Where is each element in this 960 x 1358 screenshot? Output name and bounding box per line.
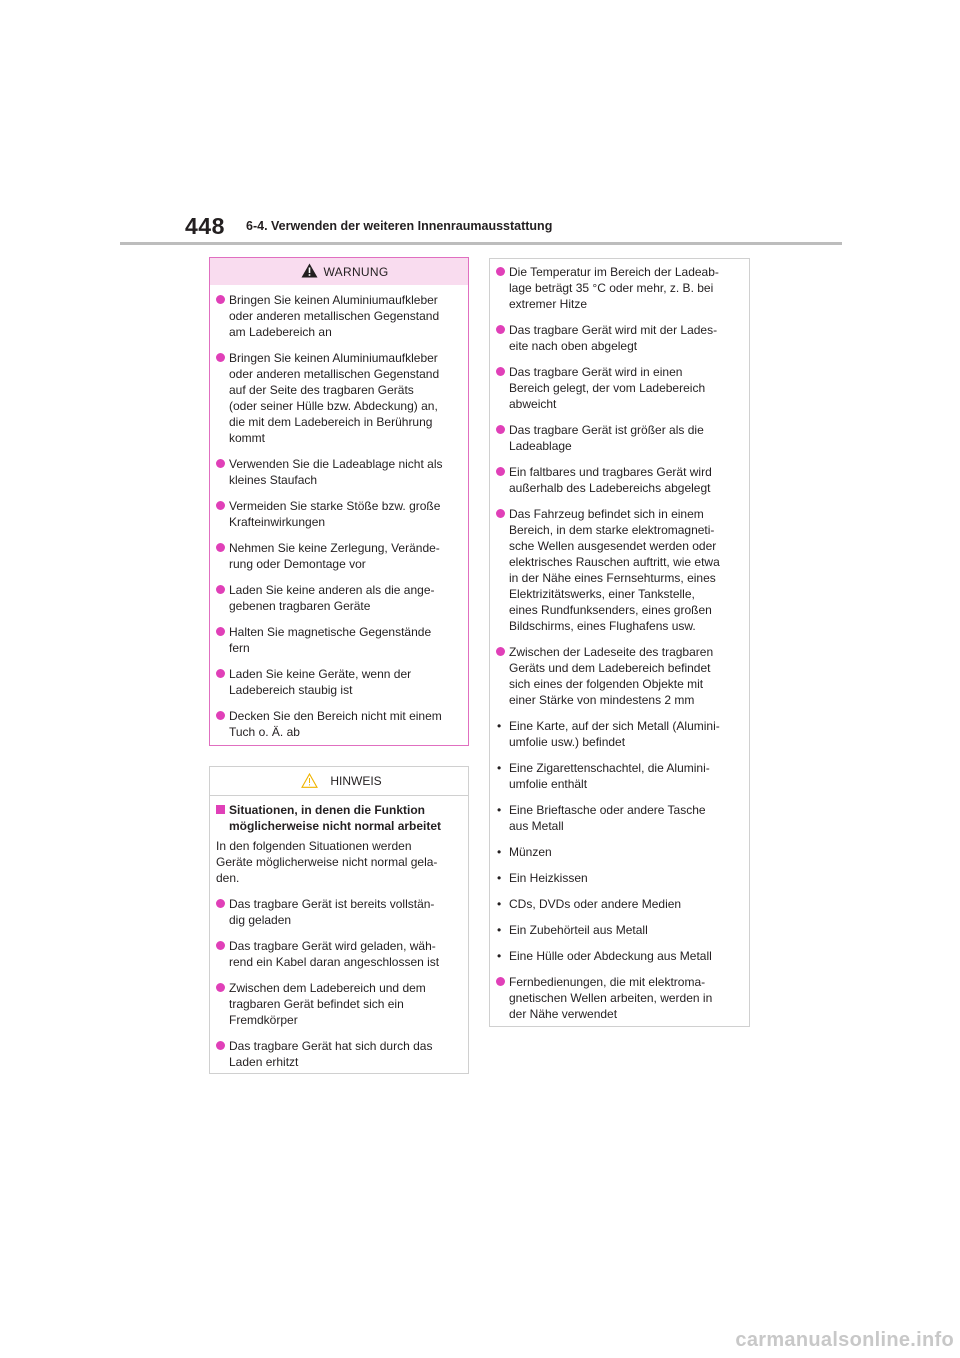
condition-item-text: Das tragbare Gerät wird in einen Bereich gelegt, der vom Ladebereich abweicht: [509, 365, 706, 411]
hint-item: [216, 1038, 460, 1070]
warning-item: [216, 350, 460, 446]
bullet-dot-icon: [216, 459, 225, 468]
warning-item-text: Laden Sie keine anderen als die ange- gebenen tragbaren Geräte: [229, 583, 435, 613]
hint-item-text: Das tragbare Gerät hat sich durch das Laden erhitzt: [229, 1039, 433, 1069]
bullet-dot-icon: [216, 669, 225, 678]
hint-title: HINWEIS: [330, 774, 382, 788]
hint-item: [216, 980, 460, 1028]
warning-item-text: Nehmen Sie keine Zerlegung, Verände- rung oder Demontage vor: [229, 541, 440, 571]
object-item-text: Ein Zubehörteil aus Metall: [509, 923, 648, 937]
condition-item-text: Das Fahrzeug befindet sich in einem Bereich, in dem starke elektromagneti- sche Wellen ausgesendet werden oder elektrisches Rauschen auftritt, wie etwa in der Nähe eines Fernsehturms, eines Elektrizitätswerks, einer Tankstelle, eines Rundfunksenders, eines großen Bildschirms, eines Flughafens usw.: [509, 507, 720, 633]
bullet-dot-icon: [216, 1041, 225, 1050]
caution-triangle-icon: [301, 773, 318, 788]
section-title: 6-4. Verwenden der weiteren Innenraumausstattung: [246, 219, 553, 233]
object-item-text: Eine Zigarettenschachtel, die Alumini- umfolie enthält: [509, 761, 710, 791]
condition-item: [496, 644, 741, 708]
warning-item-text: Verwenden Sie die Ladeablage nicht als kleines Staufach: [229, 457, 443, 487]
bullet-dot-icon: [216, 711, 225, 720]
bullet-dot-icon: [216, 941, 225, 950]
warning-item: [216, 708, 460, 740]
hint-heading-text: Situationen, in denen die Funktion möglicherweise nicht normal arbeitet: [229, 803, 442, 833]
hint-header: [210, 767, 468, 796]
warning-item: [216, 540, 460, 572]
object-item-text: Eine Karte, auf der sich Metall (Alumini- umfolie usw.) befindet: [509, 719, 720, 749]
hint-item-text: Das tragbare Gerät wird geladen, wäh- rend ein Kabel daran angeschlossen ist: [229, 939, 440, 969]
sub-bullet: •: [497, 949, 502, 963]
page-number: 448: [185, 213, 225, 239]
sub-bullet: •: [497, 897, 502, 911]
warning-item-text: Halten Sie magnetische Gegenstände fern: [229, 625, 432, 655]
header-rule: [120, 242, 842, 245]
condition-item-text: Ein faltbares und tragbares Gerät wird außerhalb des Ladebereichs abgelegt: [509, 465, 712, 495]
condition-item: [496, 264, 741, 312]
warning-item-text: Decken Sie den Bereich nicht mit einem Tuch o. Ä. ab: [229, 709, 442, 739]
warning-item: [216, 666, 460, 698]
object-item: [496, 844, 741, 860]
bullet-dot-icon: [216, 627, 225, 636]
warning-item: [216, 456, 460, 488]
hint-intro: In den folgenden Situationen werden Geräte möglicherweise nicht normal gela- den.: [216, 839, 438, 885]
condition-item: [496, 974, 741, 1022]
object-item-text: Münzen: [509, 845, 552, 859]
bullet-dot-icon: [496, 647, 505, 656]
sub-bullet: •: [497, 871, 502, 885]
object-item-text: CDs, DVDs oder andere Medien: [509, 897, 682, 911]
bullet-dot-icon: [216, 353, 225, 362]
object-item-text: Eine Hülle oder Abdeckung aus Metall: [509, 949, 712, 963]
hint-item-text: Zwischen dem Ladebereich und dem tragbaren Gerät befindet sich ein Fremdkörper: [229, 981, 426, 1027]
warning-title: WARNUNG: [323, 264, 389, 279]
object-item: [496, 718, 741, 750]
bullet-dot-icon: [216, 983, 225, 992]
hint-item: [216, 938, 460, 970]
bullet-dot-icon: [216, 543, 225, 552]
object-item: [496, 922, 741, 938]
warning-item-text: Laden Sie keine Geräte, wenn der Ladebereich staubig ist: [229, 667, 412, 697]
condition-item-text: Die Temperatur im Bereich der Ladeab- lage beträgt 35 °C oder mehr, z. B. bei extremer Hitze: [509, 265, 719, 311]
condition-item: [496, 364, 741, 412]
bullet-dot-icon: [216, 899, 225, 908]
bullet-dot-icon: [216, 295, 225, 304]
warning-box: [209, 257, 469, 746]
hint-item: [216, 896, 460, 928]
bullet-dot-icon: [496, 325, 505, 334]
sub-bullet: •: [497, 761, 502, 775]
object-item-text: Eine Brieftasche oder andere Tasche aus Metall: [509, 803, 706, 833]
condition-item: [496, 422, 741, 454]
warning-item-text: Bringen Sie keinen Aluminiumaufkleber oder anderen metallischen Gegenstand auf der Seite des tragbaren Geräts (oder seiner Hülle bzw. Abdeckung) an, die mit dem Ladebereich in Berührung kommt: [229, 351, 440, 445]
condition-item-text: Das tragbare Gerät wird mit der Lades- eite nach oben abgelegt: [509, 323, 718, 353]
warning-triangle-icon: [301, 263, 318, 278]
warning-header: [210, 258, 468, 285]
bullet-dot-icon: [496, 467, 505, 476]
warning-item: [216, 582, 460, 614]
bullet-dot-icon: [496, 977, 505, 986]
warning-item: [216, 624, 460, 656]
bullet-dot-icon: [496, 425, 505, 434]
sub-bullet: •: [497, 845, 502, 859]
bullet-dot-icon: [496, 267, 505, 276]
object-item-text: Ein Heizkissen: [509, 871, 588, 885]
object-item: [496, 870, 741, 886]
sub-bullet: •: [497, 923, 502, 937]
hint-box: [209, 766, 469, 1074]
watermark: carmanualsonline.info: [735, 1329, 954, 1351]
condition-item: [496, 506, 741, 634]
sub-bullet: •: [497, 803, 502, 817]
object-item: [496, 948, 741, 964]
condition-item-text: Zwischen der Ladeseite des tragbaren Geräts und dem Ladebereich befindet sich eines der folgenden Objekte mit einer Stärke von mindestens 2 mm: [509, 645, 714, 707]
bullet-dot-icon: [496, 509, 505, 518]
condition-item-text: Fernbedienungen, die mit elektroma- gnetischen Wellen arbeiten, werden in der Nähe verwendet: [509, 975, 713, 1021]
object-item: [496, 802, 741, 834]
warning-item: [216, 292, 460, 340]
bullet-dot-icon: [216, 585, 225, 594]
warning-item: [216, 498, 460, 530]
hint-heading: [216, 802, 460, 834]
condition-item-text: Das tragbare Gerät ist größer als die Ladeablage: [509, 423, 704, 453]
object-item: [496, 896, 741, 912]
warning-item-text: Vermeiden Sie starke Stöße bzw. große Krafteinwirkungen: [229, 499, 441, 529]
bullet-dot-icon: [496, 367, 505, 376]
sub-bullet: •: [497, 719, 502, 733]
warning-item-text: Bringen Sie keinen Aluminiumaufkleber oder anderen metallischen Gegenstand am Ladebereich an: [229, 293, 440, 339]
condition-item: [496, 464, 741, 496]
object-item: [496, 760, 741, 792]
condition-item: [496, 322, 741, 354]
square-bullet-icon: [216, 805, 225, 814]
hint-item-text: Das tragbare Gerät ist bereits vollstän- dig geladen: [229, 897, 435, 927]
bullet-dot-icon: [216, 501, 225, 510]
continued-box: [489, 258, 750, 1027]
